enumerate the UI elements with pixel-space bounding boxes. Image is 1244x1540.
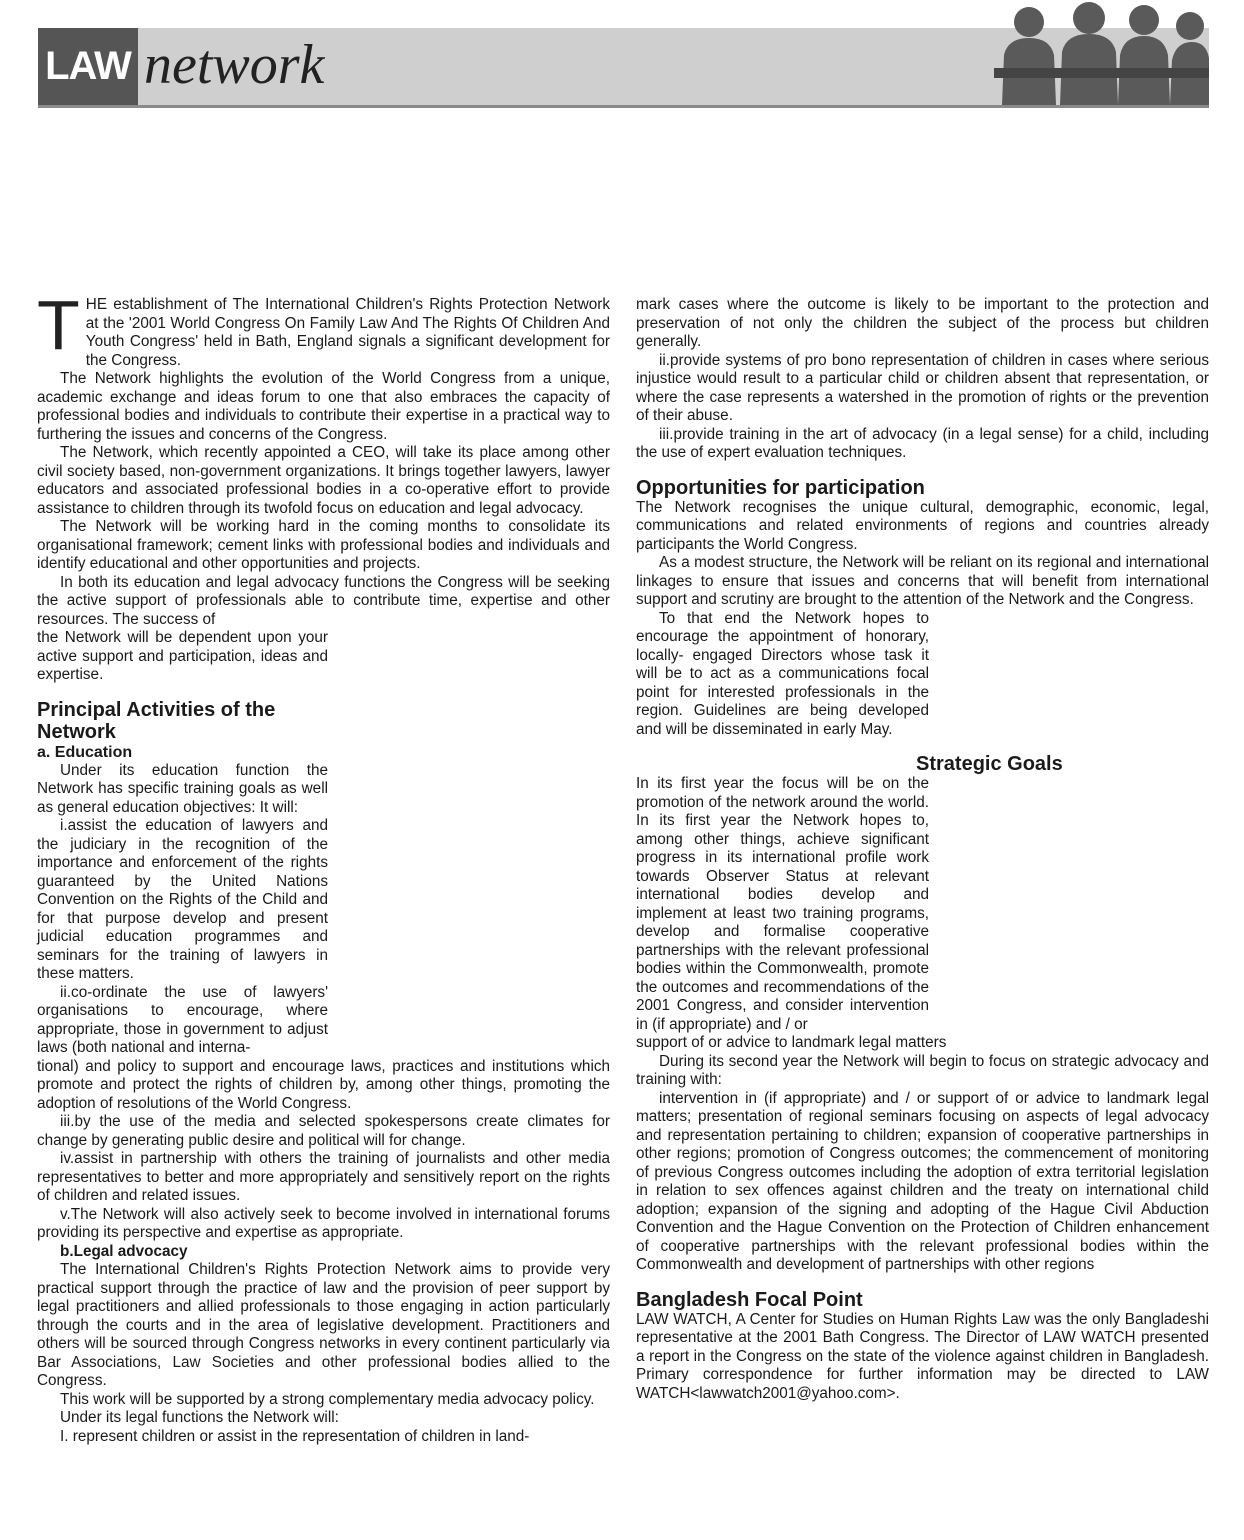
subheading-education: a. Education	[37, 743, 133, 761]
list-item: ii.co-ordinate the use of lawyers' organisations to encourage, where appropriate, those in government to adjust laws (both national and interna-	[37, 983, 328, 1056]
paragraph: The Network highlights the evolution of the World Congress from a unique, academic exchange and ideas forum to one that also embraces the capacity of professional bodies and individuals to contribute their expertise in a practical way to furthering the issues and concerns of the Congress.	[37, 370, 610, 443]
paragraph: Under its education function the Network has specific training goals as well as general education objectives: It will:	[37, 761, 328, 816]
list-item: i.assist the education of lawyers and the judiciary in the recognition of the importance and enforcement of the rights guaranteed by the United Nations Convention on the Rights of the Child and for that purpose develop and present judicial education programmes and seminars for the training of lawyers in these matters.	[37, 817, 328, 982]
paragraph: The Network, which recently appointed a CEO, will take its place among other civil society based, non-government organizations. It brings together lawyers, lawyer educators and associated professional bodies in a co-operative effort to provide assistance to children through its twofold focus on education and legal advocacy.	[37, 444, 610, 517]
right-column	[636, 296, 1209, 1403]
paragraph: To that end the Network hopes to encourage the appointment of honorary, locally- engaged Directors whose task it will be to act as a communications focal point for interested professionals in the region. Guidelines are being developed and will be disseminated in early May.	[636, 609, 929, 738]
masthead	[38, 28, 1209, 108]
dropcap: T	[37, 286, 80, 364]
list-item: iii.by the use of the media and selected spokespersons create climates for change by generating public desire and political will for change.	[37, 1113, 610, 1149]
paragraph: This work will be supported by a strong complementary media advocacy policy.	[60, 1390, 595, 1408]
list-item: iii.provide training in the art of advocacy (in a legal sense) for a child, including the use of expert evaluation techniques.	[636, 425, 1209, 461]
paragraph: In its first year the focus will be on the promotion of the network around the world. In its first year the Network hopes to, among other things, achieve significant progress in its international profile work towards Observer Status at relevant international bodies develop and implement at least two training programs, develop and formalise cooperative partnerships with the relevant professional bodies within the Commonwealth, promote the outcomes and recommendations of the 2001 Congress, and consider intervention in (if appropriate) and / or	[636, 775, 929, 1033]
list-item: ii.provide systems of pro bono representation of children in cases where serious injustice would result to a particular child or children absent that representation, or where the case represents a watershed in the promotion of rights or the prevention of their abuse.	[636, 351, 1209, 424]
list-item: iv.assist in partnership with others the training of journalists and other media representatives to better and more appropriately and sensitively report on the rights of children and related issues.	[37, 1150, 610, 1204]
paragraph: The International Children's Rights Protection Network aims to provide very practical support through the practice of law and the provision of peer support by legal practitioners and allied professionals to those engaging in action particularly through the courts and in the area of legislative development. Practitioners and others will be sourced through Congress networks in every continent particularly via Bar Associations, Law Societies and other professional bodies allied to the Congress.	[37, 1261, 610, 1389]
paragraph: intervention in (if appropriate) and / or support of or advice to landmark legal matters; presentation of regional seminars focusing on aspects of legal advocacy and representation pertaining to children; expansion of cooperative partnerships in other regions; promotion of Congress outcomes; the commencement of monitoring of previous Congress outcomes including the adoption of extra territorial legislation in relation to sex offences against children and the treaty on international child adoption; expansion of the signing and adopting of the Hague Civil Abduction Convention and the Hague Convention on the Protection of Children enhancement of cooperative partnerships with the relevant professional bodies within the Commonwealth and development of partnerships with other regions	[636, 1089, 1209, 1273]
paragraph: As a modest structure, the Network will be reliant on its regional and international linkages to ensure that issues and concerns that will benefit from international support and scrutiny are brought to the attention of the Network and the Congress.	[636, 554, 1209, 608]
intro-text: HE establishment of The International Children's Rights Protection Network at the '2001 World Congress On Family Law And The Rights Of Children And Youth Congress' held in Bath, England signals a significant development for the Congress.	[85, 296, 610, 369]
paragraph: In both its education and legal advocacy functions the Congress will be seeking the active support of professionals able to contribute time, expertise and other resources. The success of	[37, 573, 610, 628]
masthead-law: LAW	[38, 28, 138, 105]
left-column	[37, 286, 610, 1446]
people-silhouette-icon	[994, 0, 1209, 105]
heading-principal-activities: Principal Activities of the Network	[37, 698, 276, 743]
list-item: v.The Network will also actively seek to become involved in international forums providing its perspective and expertise as appropriate.	[37, 1205, 610, 1241]
list-item-continued: tional) and policy to support and encourage laws, practices and institutions which promote and protect the rights of children by, among other things, promoting the adoption of resolutions of the World Congress.	[37, 1057, 610, 1112]
paragraph: LAW WATCH, A Center for Studies on Human Rights Law was the only Bangladeshi representative at the 2001 Bath Congress. The Director of LAW WATCH presented a report in the Congress on the state of the violence against children in Bangladesh. Primary correspondence for further information may be directed to LAW WATCH<lawwatch2001@yahoo.com>.	[636, 1310, 1209, 1402]
paragraph-continued: support of or advice to landmark legal matters	[636, 1034, 947, 1051]
subheading-legal-advocacy: b.Legal advocacy	[60, 1242, 188, 1260]
paragraph: The Network will be working hard in the coming months to consolidate its organisational framework; cement links with professional bodies and individuals and identify educational and other opportunities and projects.	[37, 518, 610, 572]
paragraph: Under its legal functions the Network will:	[60, 1409, 339, 1426]
paragraph: the Network will be dependent upon your active support and participation, ideas and expertise.	[37, 629, 328, 683]
list-item-continued: mark cases where the outcome is likely to be important to the protection and preservation of not only the children the subject of the process but children generally.	[636, 296, 1209, 350]
list-item: I. represent children or assist in the representation of children in land-	[60, 1427, 530, 1445]
heading-opportunities: Opportunities for participation	[636, 476, 925, 499]
intro-paragraph	[37, 286, 610, 370]
masthead-network: network	[144, 34, 325, 96]
heading-strategic-goals: Strategic Goals	[916, 753, 1063, 775]
paragraph: During its second year the Network will begin to focus on strategic advocacy and training with:	[636, 1052, 1209, 1088]
heading-bangladesh-focal-point: Bangladesh Focal Point	[636, 1288, 863, 1311]
paragraph: The Network recognises the unique cultural, demographic, economic, legal, communications and related environments of regions and countries already participants the World Congress.	[636, 498, 1209, 553]
